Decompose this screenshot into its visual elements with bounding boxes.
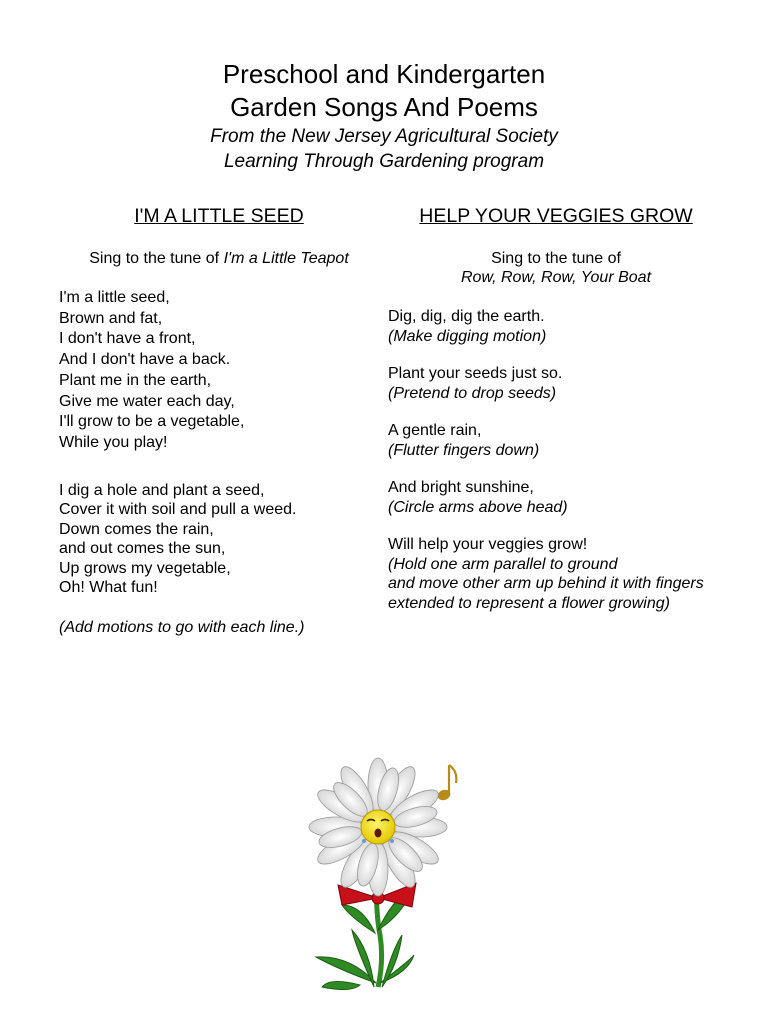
lyric-line: Plant your seeds just so.	[388, 365, 563, 382]
verse-2	[388, 364, 728, 403]
verse-4	[388, 478, 728, 517]
lyric-line: Up grows my vegetable,	[59, 559, 231, 577]
tune-prefix: Sing to the tune of	[491, 250, 621, 267]
tune-line	[388, 249, 724, 287]
tune-name: I'm a Little Teapot	[223, 250, 349, 267]
subtitle-line-2: Learning Through Gardening program	[223, 151, 545, 172]
song-title: I'M A LITTLE SEED	[134, 205, 304, 227]
action-line: (Pretend to drop seeds)	[388, 384, 557, 402]
lyric-line: I don't have a front,	[59, 330, 196, 348]
stanza-1	[59, 288, 379, 454]
lyric-line: Dig, dig, dig the earth.	[388, 308, 545, 325]
lyric-line: Cover it with soil and pull a weed.	[59, 501, 297, 519]
song-veggies-grow	[388, 205, 728, 613]
verse-1	[388, 307, 728, 346]
document-header	[0, 58, 768, 174]
tune-name: Row, Row, Row, Your Boat	[460, 269, 652, 286]
action-line: (Make digging motion)	[388, 327, 547, 345]
song-title: HELP YOUR VEGGIES GROW	[419, 205, 693, 227]
page-title-line-1: Preschool and Kindergarten	[222, 59, 546, 89]
lyric-line: I'll grow to be a vegetable,	[59, 413, 245, 431]
tune-prefix: Sing to the tune of	[89, 250, 224, 267]
action-line: (Circle arms above head)	[388, 498, 568, 516]
page-title-line-2: Garden Songs And Poems	[230, 92, 538, 122]
song-little-seed	[59, 205, 379, 638]
lyric-line: And bright sunshine,	[388, 479, 534, 496]
singing-flower-icon	[300, 755, 475, 1000]
music-note-icon	[437, 765, 457, 801]
tune-line	[59, 249, 379, 268]
lyric-line: Will help your veggies grow!	[388, 536, 588, 553]
motions-note: (Add motions to go with each line.)	[59, 618, 305, 636]
action-line: (Flutter fingers down)	[388, 441, 540, 459]
subtitle-line-1: From the New Jersey Agricultural Society	[210, 126, 558, 147]
lyric-line: While you play!	[59, 433, 168, 451]
stanza-2	[59, 481, 379, 598]
lyric-line: I dig a hole and plant a seed,	[59, 481, 265, 499]
lyric-line: Oh! What fun!	[59, 579, 158, 597]
lyric-line: Down comes the rain,	[59, 520, 214, 538]
verse-5	[388, 535, 728, 613]
flower-leaves	[316, 890, 414, 990]
lyric-line: I'm a little seed,	[59, 289, 170, 306]
lyric-line: And I don't have a back.	[59, 351, 231, 369]
lyric-line: Brown and fat,	[59, 309, 163, 327]
action-line: extended to represent a flower growing)	[388, 594, 670, 612]
lyric-line: and out comes the sun,	[59, 540, 226, 558]
action-line: and move other arm up behind it with fingers	[388, 575, 704, 592]
lyric-line: Give me water each day,	[59, 392, 235, 410]
action-line: (Hold one arm parallel to ground	[388, 555, 618, 573]
lyric-line: A gentle rain,	[388, 422, 482, 439]
verse-3	[388, 421, 728, 460]
flower-face	[361, 810, 395, 844]
lyric-line: Plant me in the earth,	[59, 371, 212, 389]
